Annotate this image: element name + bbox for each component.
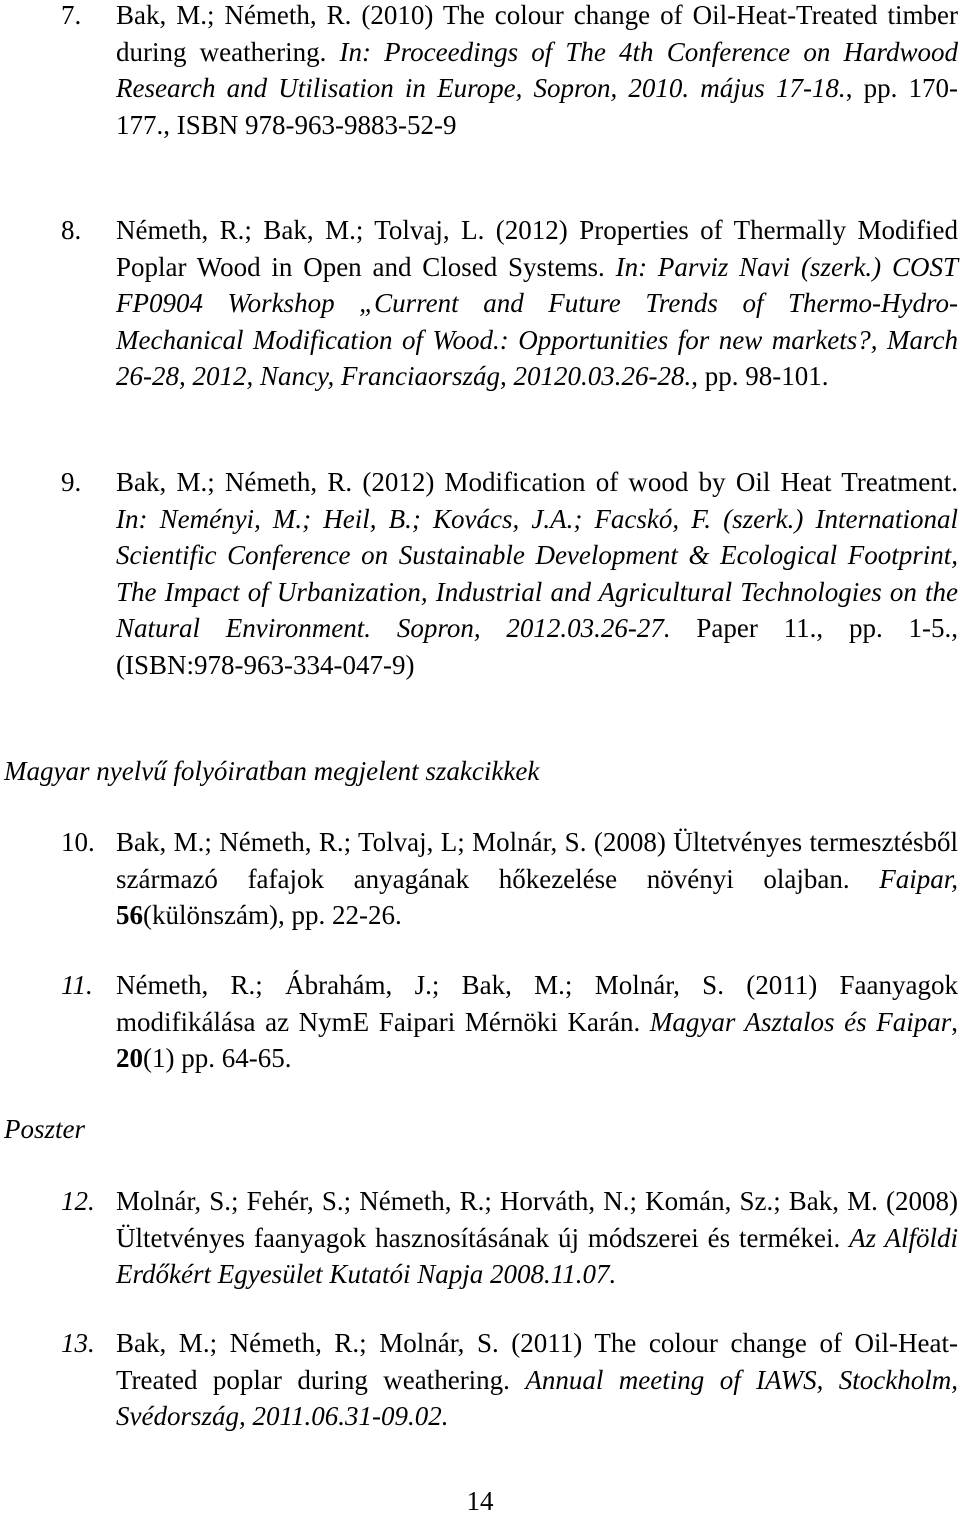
reference-text: Bak, M.; Németh, R.; Tolvaj, L; Molnár, S. (2008) Ültetvényes termesztésből származó fafajok anyagának hőkezelése növényi olajban. Faipar, 56(különszám), pp. 22-26. <box>116 827 958 930</box>
reference-number: 13. <box>61 1328 95 1358</box>
reference-text: Bak, M.; Németh, R.; Molnár, S. (2011) The colour change of Oil-Heat-Treated poplar during weathering. Annual meeting of IAWS, Stockholm, Svédország, 2011.06.31-09.02. <box>116 1328 958 1431</box>
reference-entry-13 <box>0 1325 958 1435</box>
section-heading: Magyar nyelvű folyóiratban megjelent szakcikkek <box>4 756 540 786</box>
reference-text: Molnár, S.; Fehér, S.; Németh, R.; Horváth, N.; Komán, Sz.; Bak, M. (2008) Ültetvényes faanyagok hasznosításának új módszerei és termékei. Az Alföldi Erdőkért Egyesület Kutatói Napja 2008.11.07. <box>116 1186 958 1289</box>
reference-number: 9. <box>61 467 82 497</box>
reference-text: Bak, M.; Németh, R. (2012) Modification of wood by Oil Heat Treatment. In: Neményi, M.; Heil, B.; Kovács, J.A.; Facskó, F. (szerk.) International Scientific Conference on Sustainable Development & Ecological Footprint, The Impact of Urbanization, Industrial and Agricultural Technologies on the Natural Environment. Sopron, 2012.03.26-27. Paper 11., pp. 1-5., (ISBN:978-963-334-047-9) <box>116 467 959 680</box>
section-heading: Poszter <box>4 1114 85 1144</box>
page-number: 14 <box>466 1486 494 1516</box>
reference-entry-11 <box>0 967 958 1077</box>
reference-number: 12. <box>61 1186 95 1216</box>
reference-entry-12 <box>0 1183 958 1293</box>
reference-text: Németh, R.; Bak, M.; Tolvaj, L. (2012) Properties of Thermally Modified Poplar Wood in Open and Closed Systems. In: Parviz Navi (szerk.) COST FP0904 Workshop „Current and Future Trends of Thermo-Hydro-Mechanical Modification of Wood.: Opportunities for new markets?, March 26-28, 2012, Nancy, Franciaország, 20120.03.26-28., pp. 98-101. <box>116 215 958 391</box>
reference-entry-7 <box>0 0 958 143</box>
reference-entry-8 <box>0 212 958 395</box>
reference-text: Németh, R.; Ábrahám, J.; Bak, M.; Molnár, S. (2011) Faanyagok modifikálása az NymE Faipari Mérnöki Karán. Magyar Asztalos és Faipar, 20(1) pp. 64-65. <box>116 970 958 1073</box>
reference-entry-9 <box>0 464 958 683</box>
reference-number: 7. <box>61 0 82 30</box>
reference-number: 10. <box>61 827 95 857</box>
reference-entry-10 <box>0 824 958 934</box>
reference-number: 8. <box>61 215 82 245</box>
reference-text: Bak, M.; Németh, R. (2010) The colour change of Oil-Heat-Treated timber during weathering. In: Proceedings of The 4th Conference on Hardwood Research and Utilisation in Europe, Sopron, 2010. május 17-18., pp. 170-177., ISBN 978-963-9883-52-9 <box>116 0 958 140</box>
reference-number: 11. <box>61 970 93 1000</box>
